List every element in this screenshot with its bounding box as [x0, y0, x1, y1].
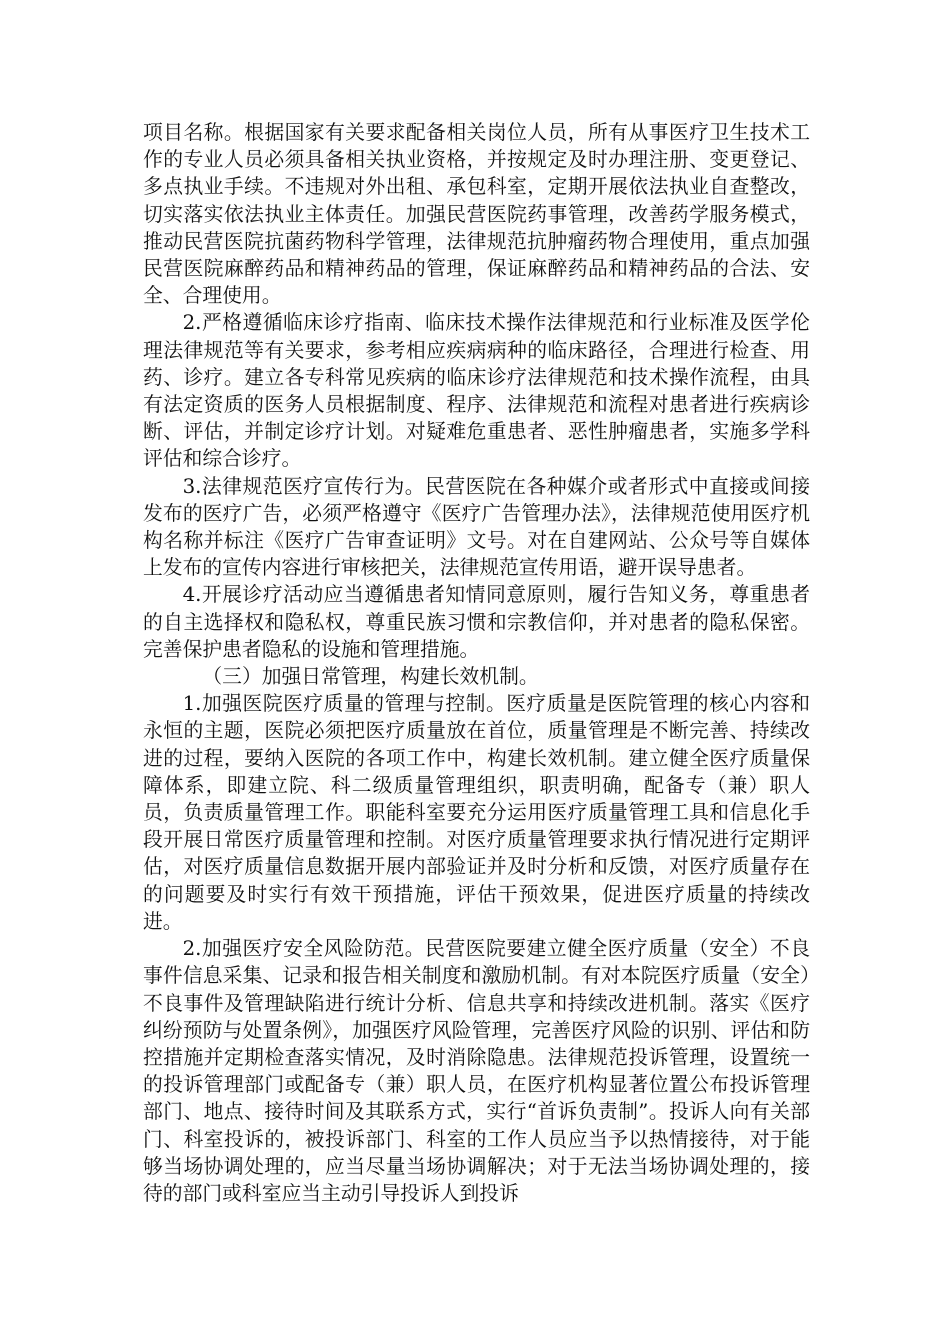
paragraph-informed-consent: 4.开展诊疗活动应当遵循患者知情同意原则，履行告知义务，尊重患者的自主选择权和隐私权，尊重民族习惯和宗教信仰，并对患者的隐私保密。完善保护患者隐私的设施和管理措施。	[143, 583, 810, 661]
paragraph-continued-staffing: 项目名称。根据国家有关要求配备相关岗位人员，所有从事医疗卫生技术工作的专业人员必须具备相关执业资格，并按规定及时办理注册、变更登记、多点执业手续。不违规对外出租、承包科室，定期开展依法执业自查整改，切实落实依法执业主体责任。加强民营医院药事管理，改善药学服务模式，推动民营医院抗菌药物科学管理，法律规范抗肿瘤药物合理使用，重点加强民营医院麻醉药品和精神药品的管理，保证麻醉药品和精神药品的合法、安全、合理使用。	[143, 121, 810, 308]
document-body	[143, 119, 810, 1207]
paragraph-safety-risk: 2.加强医疗安全风险防范。民营医院要建立健全医疗质量（安全）不良事件信息采集、记录和报告相关制度和激励机制。有对本院医疗质量（安全）不良事件及管理缺陷进行统计分析、信息共享和持续改进机制。落实《医疗纠纷预防与处置条例》，加强医疗风险管理，完善医疗风险的识别、评估和防控措施并定期检查落实情况，及时消除隐患。法律规范投诉管理，设置统一的投诉管理部门或配备专（兼）职人员，在医疗机构显著位置公布投诉管理部门、地点、接待时间及其联系方式，实行“首诉负责制”。投诉人向有关部门、科室投诉的，被投诉部门、科室的工作人员应当予以热情接待，对于能够当场协调处理的，应当尽量当场协调解决；对于无法当场协调处理的，接待的部门或科室应当主动引导投诉人到投诉	[143, 937, 810, 1205]
paragraph-quality-control: 1.加强医院医疗质量的管理与控制。医疗质量是医院管理的核心内容和永恒的主题，医院必须把医疗质量放在首位，质量管理是不断完善、持续改进的过程，要纳入医院的各项工作中，构建长效机制。建立健全医疗质量保障体系，即建立院、科二级质量管理组织，职责明确，配备专（兼）职人员，负责质量管理工作。职能科室要充分运用医疗质量管理工具和信息化手段开展日常医疗质量管理和控制。对医疗质量管理要求执行情况进行定期评估，对医疗质量信息数据开展内部验证并及时分析和反馈，对医疗质量存在的问题要及时实行有效干预措施，评估干预效果，促进医疗质量的持续改进。	[143, 692, 810, 933]
section-heading-daily-management: （三）加强日常管理，构建长效机制。	[202, 665, 539, 689]
paragraph-medical-advertising: 3.法律规范医疗宣传行为。民营医院在各种媒介或者形式中直接或间接发布的医疗广告，必须严格遵守《医疗广告管理办法》，法律规范使用医疗机构名称并标注《医疗广告审查证明》文号。对在自建网站、公众号等自媒体上发布的宣传内容进行审核把关，法律规范宣传用语，避开误导患者。	[143, 474, 810, 580]
paragraph-clinical-guidelines: 2.严格遵循临床诊疗指南、临床技术操作法律规范和行业标准及医学伦理法律规范等有关要求，参考相应疾病病种的临床路径，合理进行检查、用药、诊疗。建立各专科常见疾病的临床诊疗法律规范和技术操作流程，由具有法定资质的医务人员根据制度、程序、法律规范和流程对患者进行疾病诊断、评估，并制定诊疗计划。对疑难危重患者、恶性肿瘤患者，实施多学科评估和综合诊疗。	[143, 311, 810, 471]
